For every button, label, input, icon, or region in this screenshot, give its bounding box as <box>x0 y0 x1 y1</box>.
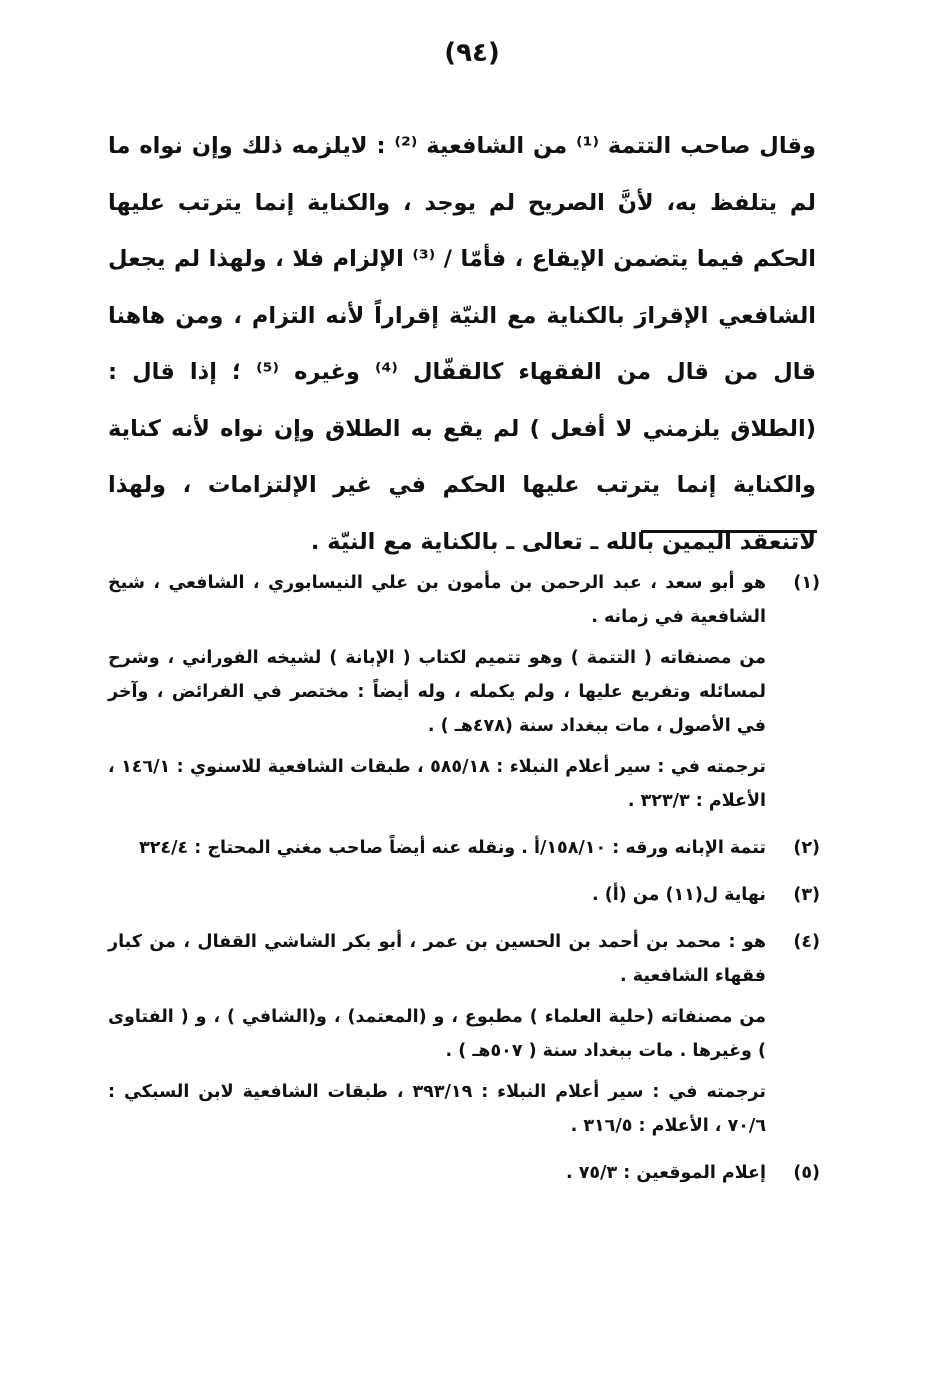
footnote-paragraph: ترجمته في : سير أعلام النبلاء : ٥٨٥/١٨ ، طبقات الشافعية للاسنوي : ١٤٦/١ ، الأعلام : ٣٢٣/٣ . <box>108 757 766 811</box>
footnote-body <box>108 1156 766 1197</box>
footnote-body <box>108 878 766 919</box>
footnote-body <box>108 925 766 1150</box>
page-number: (٩٤) <box>444 38 500 68</box>
footnote-body <box>108 566 766 825</box>
footnote-5 <box>108 1156 820 1197</box>
footnotes <box>108 566 820 1203</box>
footnote-paragraph: ترجمته في : سير أعلام النبلاء : ٣٩٣/١٩ ، طبقات الشافعية لابن السبكي : ٧٠/٦ ، الأعلام : ٣١٦/٥ . <box>108 1082 767 1136</box>
main-text <box>108 118 816 570</box>
footnote-paragraph: هو : محمد بن أحمد بن الحسين بن عمر ، أبو بكر الشاشي القفال ، من كبار فقهاء الشافعية . <box>108 932 766 986</box>
footnote-paragraph: تتمة الإبانه ورقه : ١٥٨/١٠/أ . ونقله عنه أيضاً صاحب مغني المحتاج : ٣٢٤/٤ <box>139 838 766 858</box>
footnote-paragraph: هو أبو سعد ، عبد الرحمن بن مأمون بن علي النيسابوري ، الشافعي ، شيخ الشافعية في زمانه . <box>108 573 766 627</box>
footnote-4 <box>108 925 820 1150</box>
footnote-2 <box>108 831 820 872</box>
footnote-number: (٣) <box>793 885 820 905</box>
footnote-body <box>108 831 766 872</box>
footnote-number: (٤) <box>793 932 820 952</box>
footnote-paragraph: من مصنفاته (حلية العلماء ) مطبوع ، و (المعتمد) ، و(الشافي ) ، و ( الفتاوى ) وغيرها . مات ببغداد سنة ( ٥٠٧هـ ) . <box>108 1007 766 1061</box>
footnote-3 <box>108 878 820 919</box>
footnote-paragraph: إعلام الموقعين : ٧٥/٣ . <box>565 1163 766 1183</box>
main-paragraph: وقال صاحب التتمة ⁽¹⁾ من الشافعية ⁽²⁾ : لايلزمه ذلك وإن نواه ما لم يتلفظ به، لأنَّ الصريح لم يوجد ، والكناية إنما يترتب عليها الحكم فيما يتضمن الإيقاع ، فأمّا / ⁽³⁾ الإلزام فلا ، ولهذا لم يجعل الشافعي الإقرارَ بالكناية مع النيّة إقراراً لأنه التزام ، ومن هاهنا قال من قال من الفقهاء كالقفّال ⁽⁴⁾ وغيره ⁽⁵⁾ ؛ إذا قال : (الطلاق يلزمني لا أفعل ) لم يقع به الطلاق وإن نواه لأنه كناية والكناية إنما يترتب عليها الحكم في غير الإلتزامات ، ولهذا لاتنعقد اليمين بالله ـ تعالى ـ بالكناية مع النيّة . <box>108 133 816 555</box>
footnote-number: (١) <box>793 573 820 593</box>
footnote-separator <box>641 530 817 533</box>
footnote-paragraph: من مصنفاته ( التتمة ) وهو تتميم لكتاب ( الإبانة ) لشيخه الفوراني ، وشرح لمسائله وتفريع عليها ، ولم يكمله ، وله أيضاً : مختصر في الفرائض ، وآخر في الأصول ، مات ببغداد سنة (٤٧٨هـ ) . <box>108 648 766 736</box>
footnote-1 <box>108 566 820 825</box>
footnote-paragraph: نهاية ل(١١) من (أ) . <box>591 885 766 905</box>
footnote-number: (٢) <box>793 838 820 858</box>
footnote-number: (٥) <box>793 1163 820 1183</box>
